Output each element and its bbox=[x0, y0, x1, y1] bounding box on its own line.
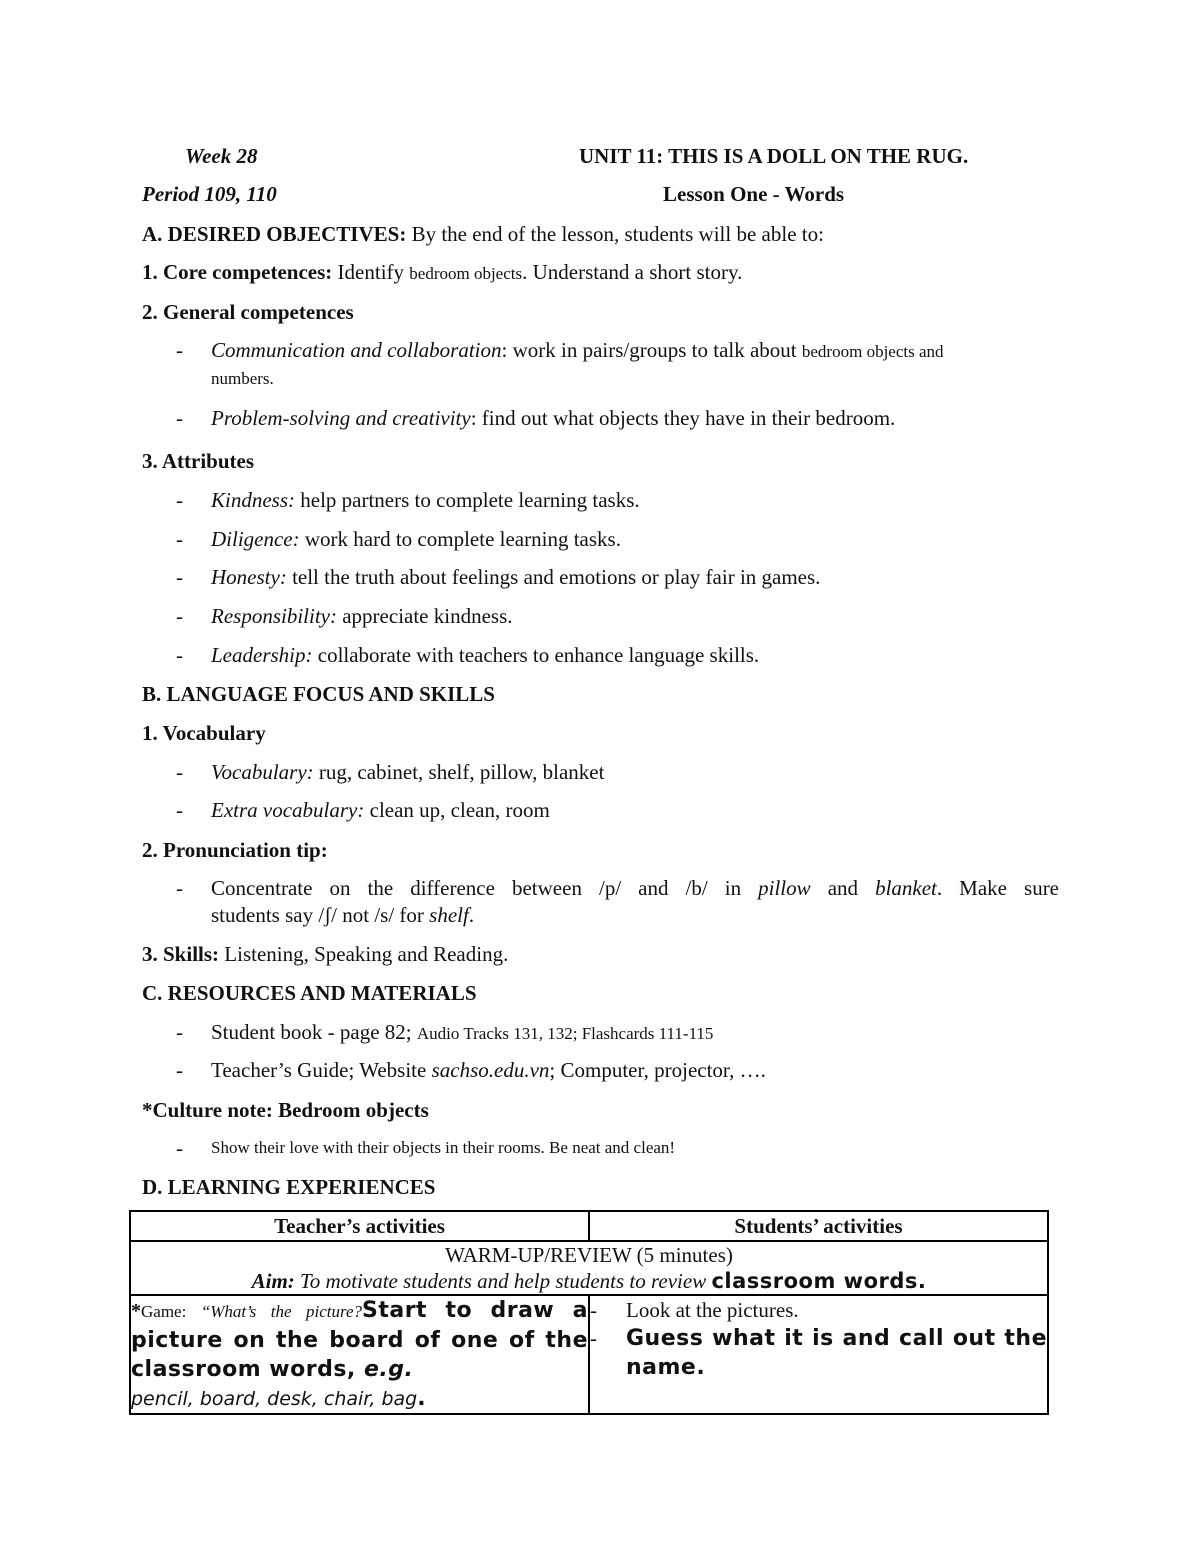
bullet-dash: - bbox=[176, 338, 183, 362]
general-item-text: : find out what objects they have in their bedroom. bbox=[470, 406, 896, 430]
period-label: Period 109, 110 bbox=[142, 182, 277, 206]
column-header-teacher: Teacher’s activities bbox=[130, 1211, 589, 1241]
lesson-title: Lesson One - Words bbox=[663, 182, 845, 206]
attribute-item bbox=[211, 564, 820, 590]
bullet-dash: - bbox=[590, 1326, 597, 1350]
game-text: Start to draw a picture on the board of one of the classroom words, bbox=[131, 1298, 588, 1382]
attribute-label: Leadership: bbox=[211, 643, 313, 667]
resource-item bbox=[211, 1019, 713, 1047]
bullet-dash: - bbox=[176, 798, 183, 822]
general-item-label: Communication and collaboration bbox=[211, 338, 502, 362]
extra-vocabulary-text: clean up, clean, room bbox=[364, 798, 550, 822]
extra-vocabulary-label: Extra vocabulary: bbox=[211, 798, 365, 822]
skills-label: 3. Skills: bbox=[142, 942, 220, 966]
bullet-dash: - bbox=[176, 760, 183, 784]
general-item-text: : work in pairs/groups to talk about bbox=[501, 338, 802, 362]
attribute-item bbox=[211, 642, 759, 668]
core-competences-line bbox=[142, 259, 742, 287]
extra-vocabulary-item bbox=[211, 797, 550, 823]
column-header-students: Students’ activities bbox=[589, 1211, 1048, 1241]
bullet-dash: - bbox=[176, 488, 183, 512]
general-item-communication bbox=[211, 337, 944, 365]
aim-bold: classroom words. bbox=[711, 1269, 927, 1293]
culture-note-heading: *Culture note: Bedroom objects bbox=[142, 1098, 429, 1122]
core-competences-label: 1. Core competences: bbox=[142, 260, 333, 284]
bullet-dash: - bbox=[176, 527, 183, 551]
core-text-end: . Understand a short story. bbox=[522, 260, 743, 284]
bullet-dash: - bbox=[176, 1058, 183, 1082]
skills-text: Listening, Speaking and Reading. bbox=[219, 942, 509, 966]
resource-text-small: Audio Tracks 131, 132; Flashcards 111-115 bbox=[416, 1024, 714, 1043]
resource-text-end: ; Computer, projector, …. bbox=[549, 1058, 766, 1082]
attribute-label: Honesty: bbox=[211, 565, 287, 589]
unit-title: UNIT 11: THIS IS A DOLL ON THE RUG. bbox=[579, 144, 969, 168]
general-item-problem-solving bbox=[211, 405, 895, 431]
objectives-line bbox=[142, 221, 824, 247]
pron-text-end: . Make sure bbox=[936, 876, 1060, 900]
skills-line bbox=[142, 941, 508, 967]
bullet-dash: - bbox=[590, 1298, 597, 1322]
resource-website: sachso.edu.vn bbox=[431, 1058, 550, 1082]
bullet-dash: - bbox=[176, 876, 183, 900]
pron-and: and bbox=[810, 876, 876, 900]
attribute-text: work hard to complete learning tasks. bbox=[299, 527, 621, 551]
bullet-dash: - bbox=[176, 406, 183, 430]
resource-item bbox=[211, 1057, 766, 1083]
game-label: Game: bbox=[141, 1302, 201, 1321]
bullet-dash: - bbox=[176, 565, 183, 589]
pron-word-shelf: shelf bbox=[429, 903, 469, 927]
attribute-text: help partners to complete learning tasks. bbox=[295, 488, 640, 512]
vocabulary-heading: 1. Vocabulary bbox=[142, 721, 266, 745]
bullet-dash: - bbox=[176, 604, 183, 628]
pron-word-blanket: blanket bbox=[875, 876, 937, 900]
pronunciation-line-1 bbox=[211, 875, 1059, 901]
pron-word-pillow: pillow bbox=[758, 876, 811, 900]
aim-label: Aim: bbox=[251, 1269, 295, 1293]
attribute-text: tell the truth about feelings and emotions or play fair in games. bbox=[286, 565, 821, 589]
attribute-item bbox=[211, 603, 513, 629]
game-name: “What’s the picture? bbox=[200, 1302, 362, 1321]
warmup-title: WARM-UP/REVIEW (5 minutes) bbox=[445, 1243, 733, 1267]
pron-text: Concentrate on the difference between /p/ and /b/ in bbox=[211, 876, 759, 900]
attribute-text: collaborate with teachers to enhance language skills. bbox=[312, 643, 760, 667]
attribute-label: Diligence: bbox=[211, 527, 300, 551]
culture-note-text: Show their love with their objects in their rooms. Be neat and clean! bbox=[211, 1138, 676, 1157]
learning-experiences-heading: D. LEARNING EXPERIENCES bbox=[142, 1175, 436, 1199]
student-activity-item bbox=[590, 1296, 1047, 1324]
game-end: . bbox=[417, 1386, 427, 1411]
aim-text: To motivate students and help students to review bbox=[294, 1269, 712, 1293]
vocabulary-label: Vocabulary: bbox=[211, 760, 314, 784]
objectives-intro: By the end of the lesson, students will be able to: bbox=[406, 222, 824, 246]
general-item-small: bedroom objects and bbox=[801, 342, 944, 361]
language-focus-heading: B. LANGUAGE FOCUS AND SKILLS bbox=[142, 682, 495, 706]
core-text-small: bedroom objects bbox=[409, 264, 523, 283]
student-activity-cell bbox=[589, 1295, 1048, 1414]
aim-line bbox=[131, 1268, 1047, 1294]
bullet-dash: - bbox=[176, 1020, 183, 1044]
attribute-item bbox=[211, 487, 640, 513]
general-item-continuation: numbers. bbox=[211, 369, 274, 388]
bullet-dash: - bbox=[176, 1136, 183, 1160]
teacher-activity-cell bbox=[130, 1295, 589, 1414]
game-eg: e.g. bbox=[363, 1357, 414, 1382]
student-activity-item bbox=[590, 1324, 1047, 1382]
activities-table bbox=[129, 1210, 1049, 1415]
game-examples: pencil, board, desk, chair, bag bbox=[131, 1388, 418, 1410]
resource-text: Teacher’s Guide; Website bbox=[211, 1058, 432, 1082]
attribute-label: Responsibility: bbox=[211, 604, 337, 628]
bullet-dash: - bbox=[176, 643, 183, 667]
attributes-heading: 3. Attributes bbox=[142, 449, 254, 473]
week-label: Week 28 bbox=[185, 144, 258, 168]
attribute-label: Kindness: bbox=[211, 488, 295, 512]
general-competences-heading: 2. General competences bbox=[142, 300, 354, 324]
resource-text: Student book - page 82; bbox=[211, 1020, 417, 1044]
general-item-label: Problem-solving and creativity bbox=[211, 406, 471, 430]
resources-heading: C. RESOURCES AND MATERIALS bbox=[142, 981, 477, 1005]
pronunciation-heading: 2. Pronunciation tip: bbox=[142, 838, 328, 862]
vocabulary-text: rug, cabinet, shelf, pillow, blanket bbox=[313, 760, 605, 784]
objectives-heading: A. DESIRED OBJECTIVES: bbox=[142, 222, 407, 246]
pronunciation-line-2 bbox=[211, 902, 474, 928]
game-star: * bbox=[131, 1300, 141, 1322]
student-activity-text: Guess what it is and call out the name. bbox=[626, 1326, 1047, 1380]
vocabulary-item bbox=[211, 759, 604, 785]
attribute-text: appreciate kindness. bbox=[336, 604, 513, 628]
warmup-section-row bbox=[130, 1241, 1048, 1295]
student-activity-text: Look at the pictures. bbox=[626, 1298, 799, 1322]
pron-text: students say /ʃ/ not /s/ for bbox=[211, 903, 430, 927]
core-text: Identify bbox=[332, 260, 410, 284]
pron-period: . bbox=[468, 903, 475, 927]
attribute-item bbox=[211, 526, 621, 552]
